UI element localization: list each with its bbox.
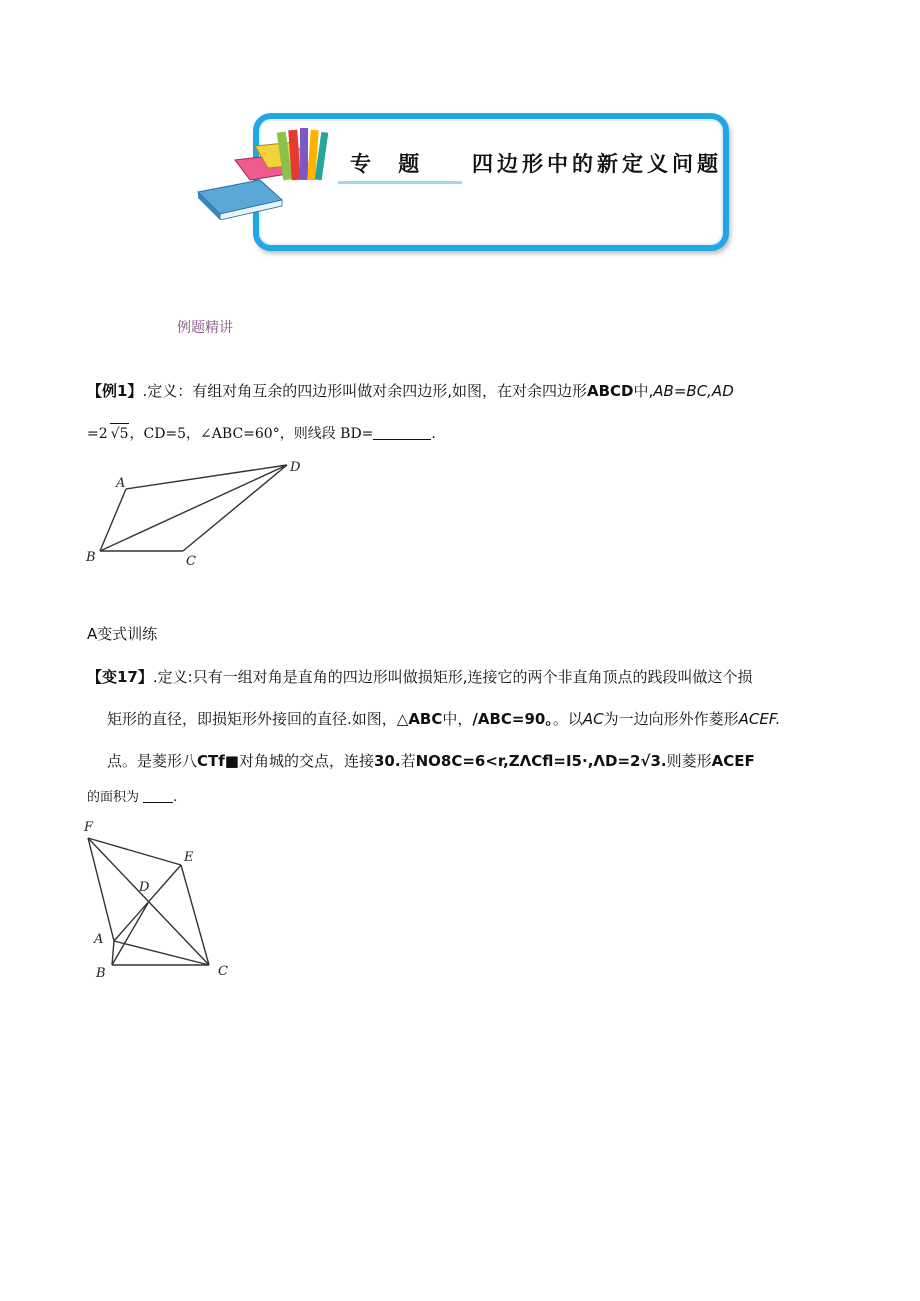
banner-label: 专 题	[350, 151, 430, 176]
figure-rhombus-acef	[78, 815, 248, 985]
example1-line2	[87, 423, 436, 444]
banner-divider	[338, 181, 462, 184]
variant17-conditions: NO8C=6<r,ZΛCfl=I5·,ΛD=2√3.	[415, 752, 667, 770]
label-f: F	[84, 820, 94, 835]
example1-quad-name: ABCD	[586, 382, 634, 400]
example1-given: ，CD=5，∠ABC=60°，则线段 BD=	[129, 426, 374, 442]
variant17-line2	[107, 709, 780, 729]
variant17-text3d: 30.	[373, 752, 401, 770]
variant17-text3c: 对角城的交点，连接	[238, 752, 374, 770]
variant17-text4: 的面积为	[87, 790, 140, 805]
label-b: B	[86, 550, 96, 565]
example1-text-b: 中,	[633, 382, 654, 400]
label-d2: D	[139, 880, 150, 895]
edge-ca	[114, 941, 209, 965]
section-heading-variant: A变式训练	[87, 625, 158, 643]
edge-ab	[100, 489, 126, 551]
example1-condition: AB=BC,AD	[653, 382, 734, 400]
example1-period: .	[431, 426, 436, 442]
section-heading-example: 例题精讲	[177, 320, 233, 336]
variant17-line4	[87, 788, 177, 808]
variant17-text2c: 中，	[442, 710, 473, 728]
diagonal-bd	[100, 465, 287, 551]
label-e: E	[184, 850, 194, 865]
variant17-angle: /ABC=90。	[472, 710, 553, 728]
variant17-text3g: 则菱形	[666, 752, 712, 770]
books-icon	[190, 120, 350, 220]
variant17-text3a: 点。是菱形八	[107, 752, 198, 770]
example1-line1	[87, 381, 734, 401]
label-a2: A	[94, 932, 104, 947]
variant17-text1: .定义:只有一组对角是直角的四边形叫做损矩形,连接它的两个非直角顶点的践段叫做这个损	[152, 668, 753, 686]
variant17-text3b: CTf■	[197, 752, 239, 770]
label-a: A	[116, 476, 126, 491]
edge-fe	[88, 838, 181, 865]
answer-blank[interactable]	[373, 425, 431, 440]
variant17-line3	[107, 751, 755, 771]
example1-eq: =2	[87, 426, 108, 442]
variant17-text2e: 。以	[552, 710, 583, 728]
edge-af	[88, 838, 114, 941]
answer-blank-2[interactable]	[143, 790, 173, 803]
example1-text: .定义：有组对角互余的四边形叫做对余四边形,如图，在对余四边形	[142, 382, 587, 400]
label-d: D	[290, 460, 301, 475]
sqrt-value: 5	[119, 426, 129, 442]
variant17-tag: 【变17】	[87, 668, 153, 686]
variant17-triangle: △ABC	[396, 710, 443, 728]
variant17-rhombus: ACEF.	[738, 710, 781, 728]
label-b2: B	[96, 966, 106, 981]
variant17-line1	[87, 667, 752, 687]
variant17-text3e: 若	[400, 752, 416, 770]
variant17-side: AC	[582, 710, 604, 728]
banner-title: 四边形中的新定义问题	[472, 151, 722, 176]
segment-bd	[112, 903, 148, 965]
label-c2: C	[218, 964, 228, 979]
variant17-text2g: 为一边向形外作菱形	[603, 710, 739, 728]
sqrt-radicand: √5	[110, 423, 130, 444]
variant17-period: .	[173, 790, 178, 805]
variant17-rhombus-name: ACEF	[711, 752, 755, 770]
figure-quadrilateral-abcd	[80, 455, 320, 575]
example1-tag: 【例1】	[87, 382, 143, 400]
variant17-text2a: 矩形的直径，即损矩形外接回的直径.如图，	[107, 710, 397, 728]
label-c: C	[186, 554, 196, 569]
